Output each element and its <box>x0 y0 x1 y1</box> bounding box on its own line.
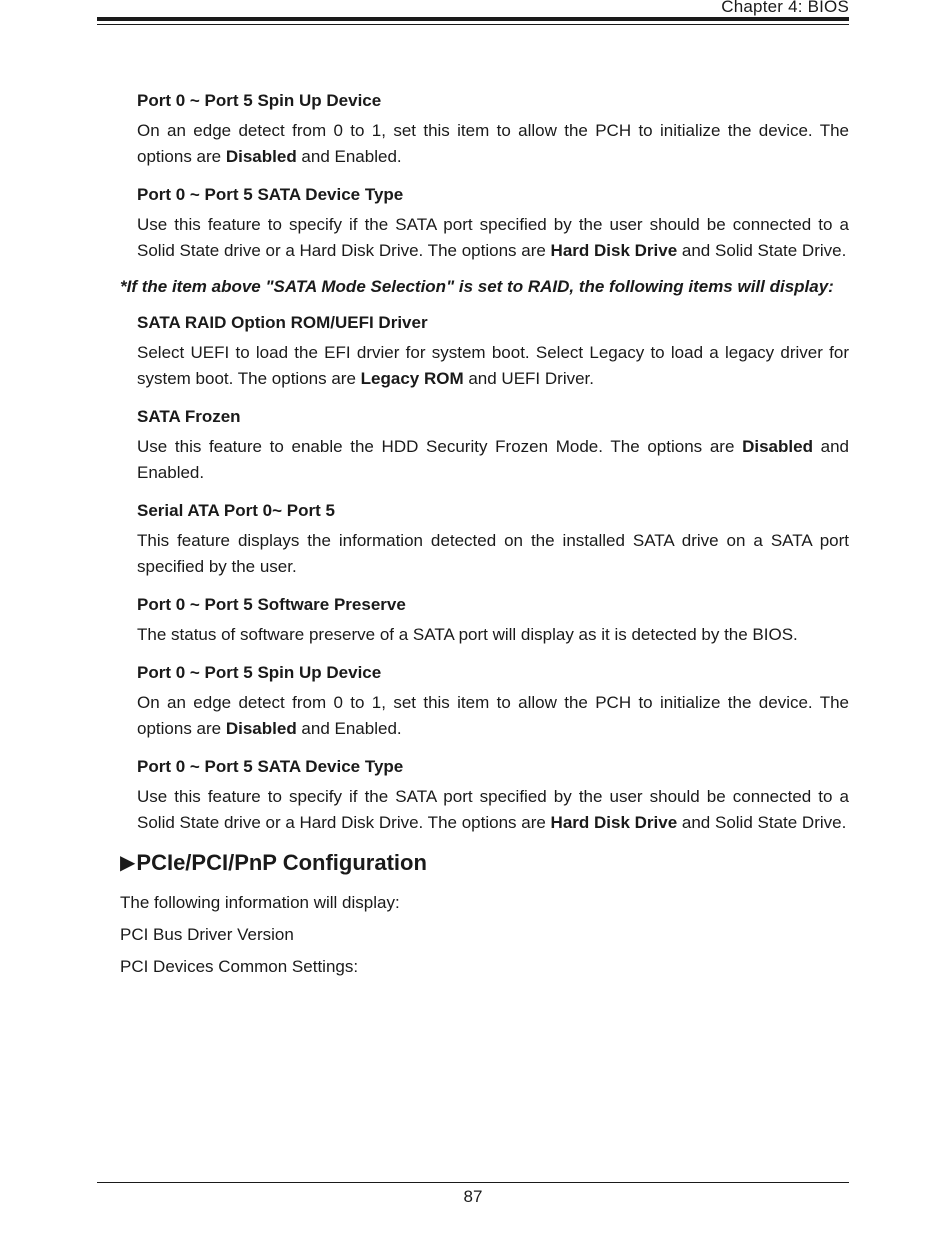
item-description <box>137 212 849 264</box>
desc-text: The status of software preserve of a SATA port will display as it is detected by the BIOS. <box>137 625 798 644</box>
section-line: The following information will display: <box>120 893 400 912</box>
item-description <box>137 340 849 392</box>
desc-text: On an edge detect from 0 to 1, set this item to allow the PCH to initialize the device. The options are <box>137 121 849 166</box>
chapter-title: Chapter 4: BIOS <box>721 0 849 16</box>
section-line: PCI Devices Common Settings: <box>120 957 359 976</box>
desc-text: This feature displays the information detected on the installed SATA drive on a SATA port specified by the user. <box>137 531 849 576</box>
item-spin-up-device-1 <box>137 88 849 170</box>
item-sata-frozen <box>137 404 849 486</box>
item-title: SATA RAID Option ROM/UEFI Driver <box>137 313 428 332</box>
desc-text: and Solid State Drive. <box>677 813 847 832</box>
item-title: Serial ATA Port 0~ Port 5 <box>137 501 335 520</box>
item-description <box>137 622 849 648</box>
page-content <box>120 88 849 988</box>
item-description <box>137 528 849 580</box>
default-option: Hard Disk Drive <box>550 241 678 260</box>
item-serial-ata-port <box>137 498 849 580</box>
desc-text: Use this feature to specify if the SATA port specified by the user should be connected to a Solid State drive or a Hard Disk Drive. The options are <box>137 787 849 832</box>
section-heading-pcie <box>120 848 849 878</box>
item-sata-device-type-2 <box>137 754 849 836</box>
item-sata-raid-option-rom <box>137 310 849 392</box>
footer-rule <box>97 1182 849 1183</box>
desc-text: and UEFI Driver. <box>463 369 594 388</box>
item-description <box>137 434 849 486</box>
default-option: Disabled <box>225 719 297 738</box>
header-rule-thin <box>97 24 849 25</box>
default-option: Legacy ROM <box>360 369 464 388</box>
item-description <box>137 784 849 836</box>
item-title: Port 0 ~ Port 5 Spin Up Device <box>137 663 382 682</box>
desc-text: and Solid State Drive. <box>677 241 847 260</box>
desc-text: and Enabled. <box>296 719 402 738</box>
header-rule-thick <box>97 17 849 21</box>
item-software-preserve <box>137 592 849 648</box>
page-number: 87 <box>463 1187 483 1206</box>
triangle-right-icon: ▶ <box>120 852 136 874</box>
default-option: Hard Disk Drive <box>550 813 678 832</box>
default-option: Disabled <box>225 147 297 166</box>
item-spin-up-device-2 <box>137 660 849 742</box>
section-title: PCIe/PCI/PnP Configuration <box>136 850 427 875</box>
item-title: Port 0 ~ Port 5 SATA Device Type <box>137 185 404 204</box>
desc-text: Use this feature to enable the HDD Security Frozen Mode. The options are <box>137 437 743 456</box>
item-title: Port 0 ~ Port 5 Spin Up Device <box>137 91 382 110</box>
desc-text: and Enabled. <box>296 147 402 166</box>
desc-text: and Enabled. <box>137 437 849 482</box>
section-line: PCI Bus Driver Version <box>120 925 294 944</box>
item-title: Port 0 ~ Port 5 SATA Device Type <box>137 757 404 776</box>
desc-text: On an edge detect from 0 to 1, set this item to allow the PCH to initialize the device. The options are <box>137 693 849 738</box>
desc-text: Select UEFI to load the EFI drvier for system boot. Select Legacy to load a legacy driver for system boot. The options are <box>137 343 849 388</box>
item-description <box>137 118 849 170</box>
item-title: Port 0 ~ Port 5 Software Preserve <box>137 595 406 614</box>
default-option: Disabled <box>742 437 813 456</box>
item-sata-device-type-1 <box>137 182 849 264</box>
item-title: SATA Frozen <box>137 407 241 426</box>
raid-note: *If the item above "SATA Mode Selection" is set to RAID, the following items will display: <box>120 277 834 296</box>
item-description <box>137 690 849 742</box>
desc-text: Use this feature to specify if the SATA port specified by the user should be connected to a Solid State drive or a Hard Disk Drive. The options are <box>137 215 849 260</box>
